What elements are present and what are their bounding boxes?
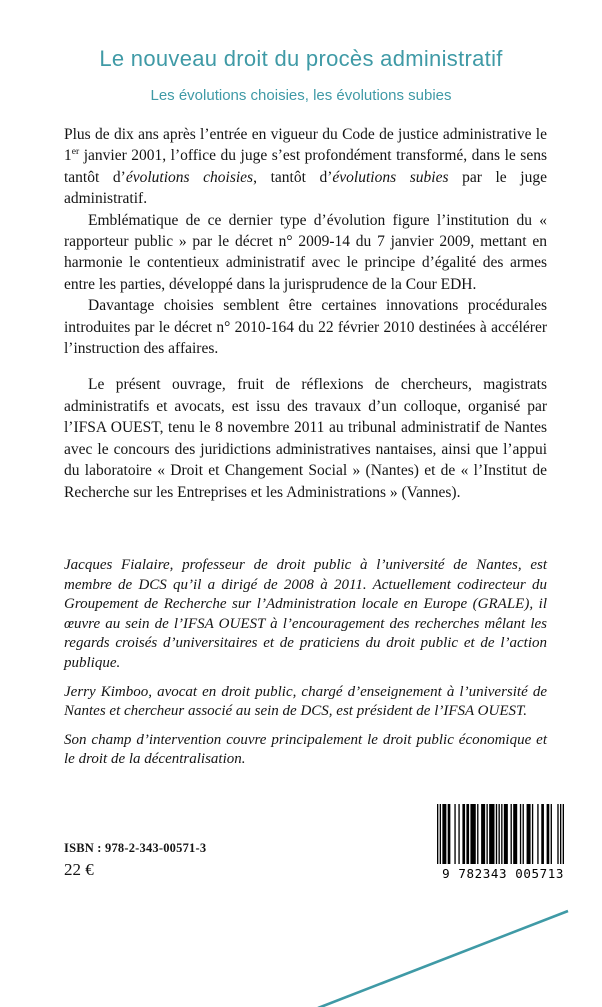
barcode-bars-svg <box>437 804 564 864</box>
ouvrage-paragraph: Le présent ouvrage, fruit de réflexions de chercheurs, magistrats administratifs et avocats, est issu des travaux d’un colloque, organisé par l’IFSA OUEST, tenu le 8 novembre 2011 au tribunal administratif de Nantes avec le concours des juridictions administratives nantaises, ainsi que l’appui du laboratoire « Droit et Changement Social » (Nantes) et de « l’Institut de Recherche sur les Entreprises et les Administrations » (Vannes). <box>64 376 547 501</box>
body-text <box>64 124 547 503</box>
author-bio-kimboo-field: Son champ d’intervention couvre principalement le droit public économique et le droit de la décentralisation. <box>64 731 547 768</box>
barcode-number: 9 782343 005713 <box>442 866 564 881</box>
book-title: Le nouveau droit du procès administratif <box>99 46 503 71</box>
author-bio-fialaire: Jacques Fialaire, professeur de droit public à l’université de Nantes, est membre de DCS qu’il a dirigé de 2008 à 2011. Actuellement codirecteur du Groupement de Recherche sur l’Administration locale en Europe (GRALE), il œuvre au sein de l’IFSA OUEST à l’encouragement des recherches mêlant les regards croisés d’universitaires et de praticiens du droit public et de l’action publique. <box>64 557 547 671</box>
book-subtitle: Les évolutions choisies, les évolutions subies <box>150 87 452 104</box>
diagonal-accent-line <box>0 875 602 1007</box>
author-bio-kimboo: Jerry Kimboo, avocat en droit public, chargé d’enseignement à l’université de Nantes et chercheur associé au sein de DCS, est président de l’IFSA OUEST. <box>64 683 547 720</box>
price-text: 22 € <box>64 860 94 879</box>
rapporteur-paragraph: Emblématique de ce dernier type d’évolution figure l’institution du « rapporteur public » par le décret n° 2009-14 du 7 janvier 2009, mettant en harmonie le contentieux administratif avec le principe d’égalité des armes entre les parties, développé dans la jurisprudence de la Cour EDH. <box>64 211 547 293</box>
barcode-bars <box>437 804 564 864</box>
barcode <box>437 804 564 881</box>
intro-paragraph: Plus de dix ans après l’entrée en vigueur du Code de justice administrative le 1er janvier 2001, l’office du juge s’est profondément transformé, dans le sens tantôt d’évolutions choisies, tantôt d’évolutions subies par le juge administratif. <box>64 126 547 208</box>
isbn-text: ISBN : 978-2-343-00571-3 <box>64 841 207 855</box>
bio-text <box>64 556 547 770</box>
innovations-paragraph: Davantage choisies semblent être certaines innovations procédurales introduites par le décret n° 2010-164 du 22 février 2010 destinées à accélérer l’instruction des affaires. <box>64 297 547 358</box>
